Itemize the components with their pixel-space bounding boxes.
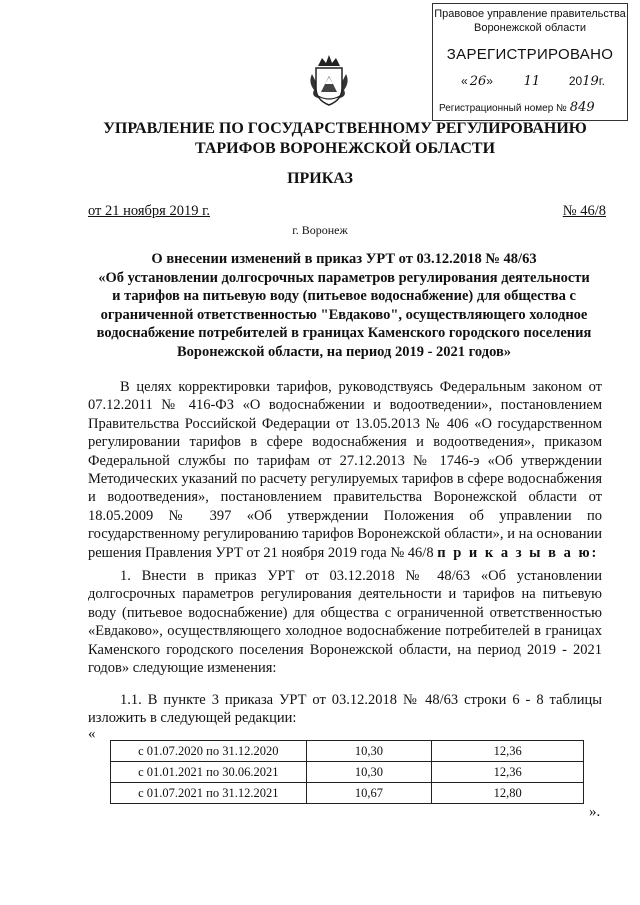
tariff-table	[110, 740, 584, 804]
order-city: г. Воронеж	[292, 223, 348, 237]
subject-line: ограниченной ответственностью "Евдаково", осуществляющего холодное	[100, 306, 588, 323]
subject-line: Воронежской области, на период 2019 - 2021 годов»	[176, 343, 512, 360]
subject-line: и тарифов на питьевую воду (питьевое водоснабжение) для общества с	[112, 288, 576, 305]
preamble-paragraph	[88, 378, 602, 562]
stamp-year-prefix: 20	[568, 74, 583, 88]
order-number: № 46/8	[562, 203, 606, 219]
stamp-date: « 26» 11 2019г.	[461, 74, 605, 89]
stamp-day: 26	[469, 74, 487, 89]
table-row	[111, 783, 584, 804]
table-cell-period: с 01.07.2021 по 31.12.2021	[111, 783, 307, 804]
decree-word: п р и к а з ы в а ю:	[437, 544, 599, 561]
stamp-year-suffix: 19	[582, 74, 599, 89]
item-1-1-paragraph: 1.1. В пункте 3 приказа УРТ от 03.12.2018 № 48/63 строки 6 - 8 таблицы изложить в следующей редакции:	[88, 692, 602, 727]
table-cell-value1: 10,30	[306, 762, 432, 783]
table-row	[111, 762, 584, 783]
table-cell-period: с 01.01.2021 по 30.06.2021	[111, 762, 307, 783]
organization-header	[60, 119, 630, 159]
organization-header-line1: УПРАВЛЕНИЕ ПО ГОСУДАРСТВЕННОМУ РЕГУЛИРОВАНИЮ	[103, 120, 587, 137]
stamp-reg-label: Регистрационный номер №	[439, 103, 567, 114]
subject-line: водоснабжение потребителей в границах Каменского городского поселения	[96, 325, 592, 342]
stamp-year-end: г.	[598, 74, 605, 88]
order-date: от 21 ноября 2019 г.	[88, 203, 211, 219]
item-1-paragraph: 1. Внести в приказ УРТ от 03.12.2018 № 48/63 «Об установлении долгосрочных параметров регулирования деятельности и тарифов на питьевую воду (питьевое водоснабжение) для общества с ограниченной ответственностью «Евдаково», осуществляющего холодное водоснабжение потребителей в границах Каменского городского поселения Воронежской области, на период 2019 - 2021 годов» следующие изменения:	[88, 568, 602, 677]
table-row	[111, 741, 584, 762]
table-cell-value2: 12,36	[432, 762, 584, 783]
coat-of-arms-icon	[308, 52, 350, 108]
table-cell-value2: 12,80	[432, 783, 584, 804]
stamp-reg-number: 849	[569, 100, 595, 115]
document-type: ПРИКАЗ	[287, 170, 353, 187]
subject-line: «Об установлении долгосрочных параметров регулирования деятельности	[98, 269, 590, 286]
subject-line: О внесении изменений в приказ УРТ от 03.12.2018 № 48/63	[151, 251, 537, 267]
stamp-authority-line1: Правовое управление правительства	[434, 8, 626, 20]
table-cell-period: с 01.07.2020 по 31.12.2020	[111, 741, 307, 762]
stamp-reg-number-line	[439, 100, 595, 115]
stamp-month: 11	[523, 74, 541, 89]
table-quote-close: ».	[589, 804, 601, 820]
stamp-registered-label: ЗАРЕГИСТРИРОВАНО	[446, 46, 614, 63]
table-cell-value1: 10,67	[306, 783, 432, 804]
table-cell-value2: 12,36	[432, 741, 584, 762]
preamble-text: В целях корректировки тарифов, руководствуясь Федеральным законом от 07.12.2011 № 416-ФЗ «О водоснабжении и водоотведении», постановлением Правительства Российской Федерации от 13.05.2013 № 406 «О государственном регулировании тарифов в сфере водоснабжения и водоотведения», приказом Федеральной службы по тарифам от 27.12.2013 № 1746-э «Об утверждении Методических указаний по расчету регулируемых тарифов в сфере водоснабжения и водоотведения», постановлением правительства Воронежской области от 18.05.2009 № 397 «Об утверждении Положения об управлении по государственному регулированию тарифов Воронежской области», и на основании решения Правления УРТ от 21 ноября 2019 года № 46/8	[88, 379, 602, 561]
stamp-authority-line2: Воронежской области	[473, 22, 586, 34]
document-subject	[84, 250, 604, 362]
table-quote-open: «	[88, 726, 96, 742]
registration-stamp	[432, 3, 628, 121]
table-cell-value1: 10,30	[306, 741, 432, 762]
organization-header-line2: ТАРИФОВ ВОРОНЕЖСКОЙ ОБЛАСТИ	[194, 140, 496, 157]
